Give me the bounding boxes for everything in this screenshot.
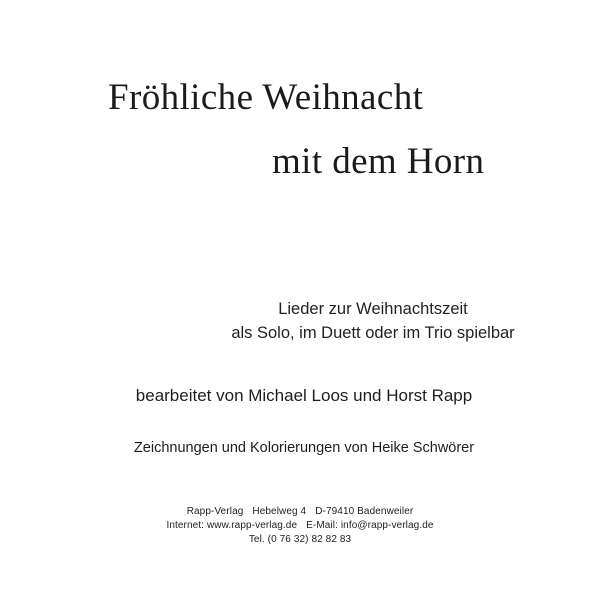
illustrator-credit: Zeichnungen und Kolorierungen von Heike Schwörer: [133, 440, 475, 456]
imprint-contact-line: [0, 519, 600, 533]
arranger-credit: bearbeitet von Michael Loos und Horst Rapp: [135, 386, 473, 405]
page-title-line-2: mit dem Horn: [272, 140, 485, 182]
email-link[interactable]: info@rapp-verlag.de: [340, 519, 434, 531]
subtitle-block: [0, 298, 600, 346]
subtitle-line-1: Lieder zur Weihnachtszeit: [278, 300, 468, 318]
publisher-city: D-79410 Badenweiler: [315, 506, 414, 517]
internet-label: Internet:: [166, 519, 205, 531]
website-link[interactable]: www.rapp-verlag.de: [206, 519, 298, 531]
imprint-phone-line: Tel. (0 76 32) 82 82 83: [248, 533, 352, 545]
publisher-street: Hebelweg 4: [252, 506, 307, 517]
publisher-name: Rapp-Verlag: [186, 506, 244, 517]
subtitle-line-2: als Solo, im Duett oder im Trio spielbar: [231, 323, 515, 342]
imprint-block: [0, 505, 600, 546]
imprint-address-line: [0, 505, 600, 519]
email-label: E-Mail:: [306, 519, 338, 531]
page-title-line-1: Fröhliche Weihnacht: [108, 77, 424, 118]
title-block: [0, 78, 600, 182]
